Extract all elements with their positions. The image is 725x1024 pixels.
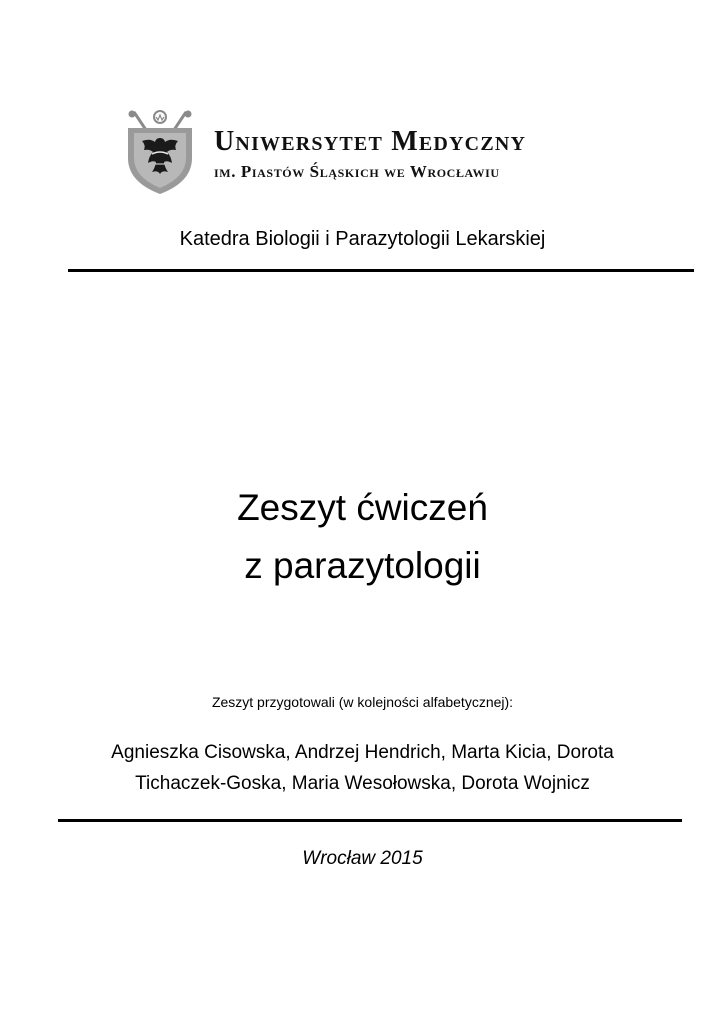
university-subtitle: im. Piastów Śląskich we Wrocławiu xyxy=(214,162,500,181)
department-name: Katedra Biologii i Parazytologii Lekarskiej xyxy=(179,228,546,250)
document-title-line-1: Zeszyt ćwiczeń xyxy=(237,487,488,528)
authors-line-1: Agnieszka Cisowska, Andrzej Hendrich, Marta Kicia, Dorota xyxy=(111,742,614,763)
university-crest-icon xyxy=(122,108,198,196)
top-divider xyxy=(68,269,694,272)
university-logo xyxy=(122,108,622,198)
bottom-divider xyxy=(58,819,682,822)
university-name: Uniwersytet Medyczny xyxy=(214,126,527,157)
authors-line-2: Tichaczek-Goska, Maria Wesołowska, Dorota Wojnicz xyxy=(135,773,590,794)
document-title-line-2: z parazytologii xyxy=(244,545,481,586)
prepared-by-label: Zeszyt przygotowali (w kolejności alfabetycznej): xyxy=(211,694,514,710)
place-and-date: Wrocław 2015 xyxy=(302,848,423,869)
